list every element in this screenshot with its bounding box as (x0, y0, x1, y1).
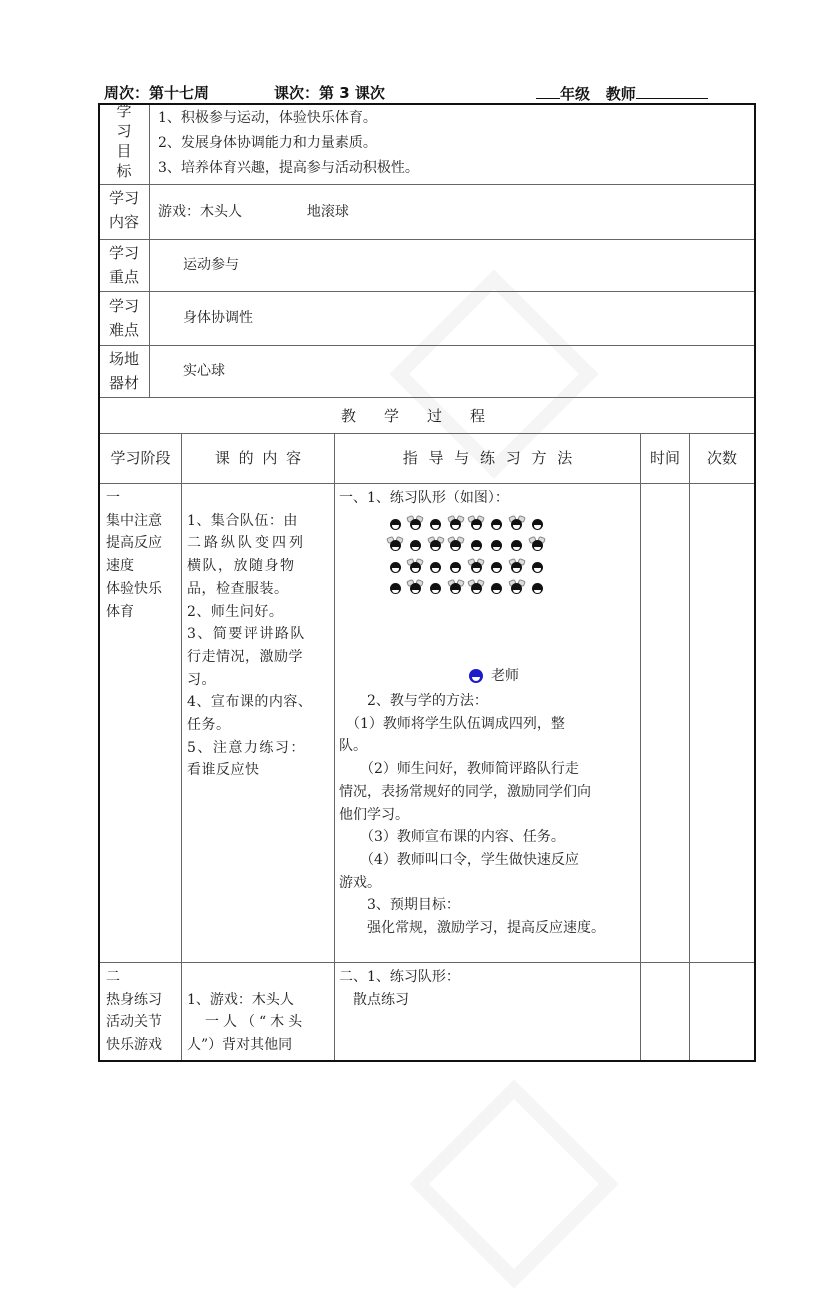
teacher-blank (636, 82, 708, 99)
boy-icon (530, 581, 544, 595)
grade-label: 年级 (560, 85, 591, 103)
section-2-method (339, 966, 460, 1011)
method-line: （4）教师叫口令，学生做快速反应 (339, 851, 579, 868)
equipment: 实心球 (183, 363, 225, 379)
label-char: 学 (116, 102, 132, 120)
col-header-count: 次数 (706, 449, 737, 467)
lesson-label: 课次：第 3 课次 (274, 84, 385, 102)
boy-icon (469, 538, 483, 552)
method-line: （2）师生问好，教师简评路队行走 (339, 761, 579, 778)
stage-line: 体验快乐 (106, 580, 162, 597)
document-header (104, 82, 764, 104)
boy-icon (530, 560, 544, 574)
col-divider (689, 433, 690, 1060)
goal-line: 1、积极参与运动，体验快乐体育。 (158, 110, 377, 126)
label-line: 学习 (108, 244, 139, 262)
col-divider (334, 433, 335, 1060)
row-divider (100, 239, 754, 240)
girl-icon (449, 581, 463, 595)
content-line: 行走情况，激励学 (187, 648, 303, 665)
goal-line: 3、培养体育兴趣，提高参与活动积极性。 (158, 160, 419, 176)
label-key-point (100, 241, 148, 289)
label-learning-goals (100, 101, 148, 181)
boy-icon (388, 560, 402, 574)
stage-line: 热身练习 (106, 991, 162, 1008)
girl-icon (510, 517, 524, 531)
label-line: 学习 (108, 189, 139, 207)
formation-row (388, 513, 544, 535)
label-equipment (100, 347, 148, 395)
section-1-stage (106, 487, 162, 623)
stage-line: 二 (106, 969, 120, 985)
boy-icon (489, 560, 503, 574)
stage-line: 快乐游戏 (106, 1037, 162, 1054)
stage-line: 速度 (106, 558, 134, 575)
label-char: 目 (116, 142, 132, 160)
stage-line: 一 (106, 490, 120, 506)
label-line: 场地 (108, 350, 139, 368)
row-divider (100, 397, 754, 398)
content-line: 习。 (187, 671, 216, 688)
stage-line: 体育 (106, 603, 134, 620)
method-line: （3）教师宣布课的内容、任务。 (339, 829, 565, 846)
girl-icon (449, 517, 463, 531)
row-divider (100, 483, 754, 484)
col-divider (149, 105, 150, 397)
content-line: 1、集合队伍：由 (187, 512, 298, 529)
method-line: 2、教与学的方法： (339, 693, 488, 709)
method-line: 3、预期目标： (339, 897, 460, 914)
col-header-method: 指 导 与 练 习 方 法 (402, 449, 573, 467)
row-divider (100, 184, 754, 185)
watermark-diamond (409, 1079, 618, 1288)
method-line: 散点练习 (339, 991, 409, 1008)
spacer (187, 487, 312, 510)
label-line: 器材 (108, 374, 139, 392)
section-2-content (187, 966, 306, 1057)
label-learning-content (100, 186, 148, 234)
teacher-label: 教师 (605, 85, 636, 103)
content-line: 看谁反应快 (187, 762, 260, 779)
girl-icon (510, 560, 524, 574)
col-divider (640, 433, 641, 1060)
col-header-stage: 学习阶段 (110, 449, 171, 467)
boy-icon (408, 538, 422, 552)
method-line: 游戏。 (339, 874, 381, 891)
content-line: 任务。 (187, 717, 231, 734)
col-header-time: 时间 (649, 449, 680, 467)
girl-icon (388, 538, 402, 552)
learning-content (158, 201, 349, 223)
stage-line: 提高反应 (106, 535, 162, 552)
girl-icon (408, 517, 422, 531)
goal-line: 2、发展身体协调能力和力量素质。 (158, 135, 377, 151)
content-line: 5、注意力练习： (187, 739, 306, 756)
method-heading: 二、1、练习队形： (339, 969, 460, 985)
row-divider (100, 345, 754, 346)
content-line: 横队，放随身物 (187, 558, 296, 575)
boy-icon (429, 517, 443, 531)
method-line: 他们学习。 (339, 806, 409, 823)
difficulty: 身体协调性 (183, 310, 253, 326)
girl-icon (429, 538, 443, 552)
girl-icon (530, 538, 544, 552)
stage-line: 集中注意 (106, 512, 162, 529)
section-1-method (339, 690, 605, 940)
girl-icon (408, 581, 422, 595)
label-line: 学习 (108, 297, 139, 315)
content-line: 1、游戏：木头人 (187, 991, 294, 1008)
boy-icon (388, 581, 402, 595)
row-divider (100, 291, 754, 292)
section-1-method-heading: 一、1、练习队形（如图）： (339, 490, 509, 506)
girl-icon (408, 560, 422, 574)
boy-icon (449, 560, 463, 574)
label-difficulty (100, 294, 148, 342)
boy-icon (388, 517, 402, 531)
content-ball: 地滚球 (306, 204, 349, 220)
col-divider (181, 433, 182, 1060)
key-point: 运动参与 (183, 257, 239, 273)
label-line: 内容 (108, 213, 139, 231)
row-divider (100, 962, 754, 963)
girl-icon (469, 560, 483, 574)
girl-icon (449, 538, 463, 552)
content-line: 4、宣布课的内容、 (187, 694, 313, 711)
formation-row (388, 556, 544, 578)
week-label: 周次：第十七周 (104, 84, 210, 102)
section-1-content (187, 487, 312, 782)
boy-icon (489, 517, 503, 531)
col-header-content: 课 的 内 容 (214, 449, 302, 467)
girl-icon (510, 581, 524, 595)
teaching-process-title: 教学过程 (340, 407, 513, 425)
formation-row (388, 578, 544, 600)
method-line: 强化常规，激励学习，提高反应速度。 (339, 920, 605, 937)
teacher-marker-label: 老师 (491, 668, 519, 684)
learning-goals (158, 106, 419, 181)
label-line: 重点 (108, 268, 139, 286)
content-line: 3、简要评讲路队 (187, 626, 306, 643)
girl-icon (469, 517, 483, 531)
teacher-icon (469, 669, 483, 683)
method-line: （1）教师将学生队伍调成四列，整 (339, 715, 565, 732)
label-char: 标 (116, 162, 132, 180)
boy-icon (489, 538, 503, 552)
label-line: 难点 (108, 321, 139, 339)
grade-blank (536, 82, 560, 99)
boy-icon (429, 581, 443, 595)
content-line: 2、师生问好。 (187, 603, 284, 620)
formation-row (388, 535, 544, 557)
content-line: 人”）背对其他同 (187, 1037, 293, 1054)
label-char: 习 (116, 122, 132, 140)
section-2-stage (106, 966, 162, 1057)
grade-teacher-label (536, 82, 708, 105)
content-line: 二路纵队变四列 (187, 535, 306, 552)
spacer (187, 966, 306, 989)
content-game: 游戏：木头人 (158, 204, 242, 220)
method-line: 队。 (339, 738, 367, 755)
teacher-marker (469, 666, 519, 686)
boy-icon (510, 538, 524, 552)
method-line: 情况，表扬常规好的同学，激励同学们向 (339, 783, 591, 800)
girl-icon (469, 581, 483, 595)
content-line: 品，检查服装。 (187, 580, 289, 597)
boy-icon (489, 581, 503, 595)
formation-diagram (388, 513, 544, 599)
boy-icon (429, 560, 443, 574)
stage-line: 活动关节 (106, 1014, 162, 1031)
boy-icon (530, 517, 544, 531)
content-line: 一人（“木头 (187, 1014, 307, 1031)
